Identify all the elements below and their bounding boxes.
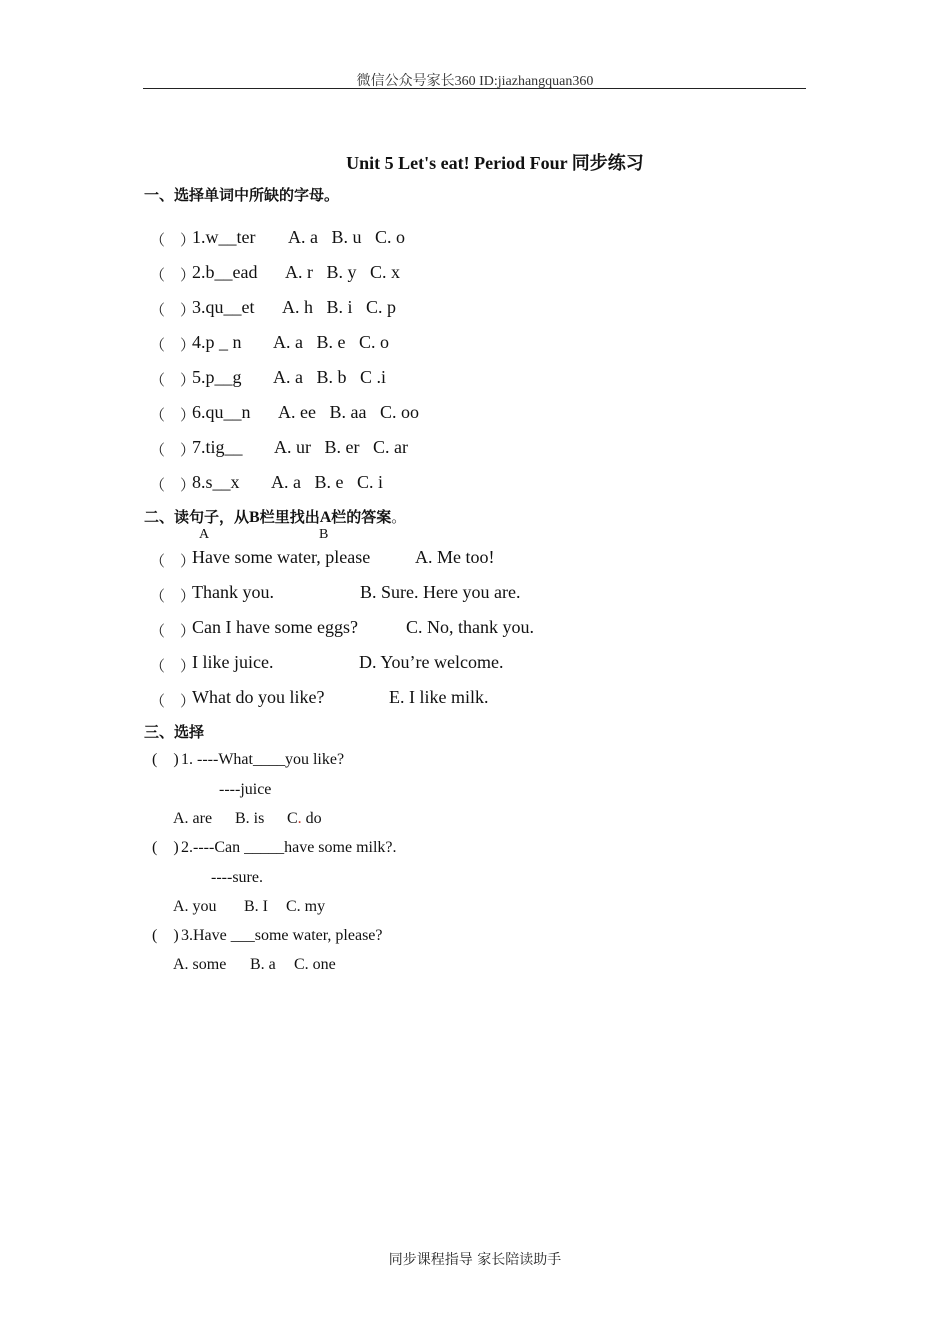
question-word: 5.p__g bbox=[192, 367, 242, 387]
choice-question: 2.----Can _____have some milk?. bbox=[181, 839, 397, 856]
question-word: 8.s__x bbox=[192, 472, 240, 492]
answer-blank[interactable]: （ ） bbox=[150, 587, 196, 605]
answer-blank[interactable]: ( ) bbox=[152, 751, 179, 768]
question-options: A. h B. i C. p bbox=[282, 297, 397, 317]
match-question: I like juice. bbox=[192, 652, 274, 672]
question-word: 3.qu__et bbox=[192, 297, 255, 317]
section-3-heading: 三、选择 bbox=[144, 723, 205, 741]
question-word: 4.p _ n bbox=[192, 332, 242, 352]
header-divider bbox=[143, 88, 806, 89]
option-b[interactable]: B. is bbox=[235, 810, 265, 827]
answer-blank[interactable]: （ ） bbox=[150, 371, 196, 389]
option-a[interactable]: A. are bbox=[173, 810, 213, 827]
question-options: A. ee B. aa C. oo bbox=[278, 402, 419, 422]
match-question: Have some water, please bbox=[192, 547, 371, 567]
question-options: A. a B. u C. o bbox=[288, 227, 405, 247]
answer-blank[interactable]: （ ） bbox=[150, 406, 196, 424]
answer-blank[interactable]: （ ） bbox=[150, 441, 196, 459]
option-a[interactable]: A. some bbox=[173, 956, 227, 973]
worksheet-title: Unit 5 Let's eat! Period Four 同步练习 bbox=[346, 153, 644, 173]
answer-blank[interactable]: （ ） bbox=[150, 336, 196, 354]
question-options: A. a B. e C. i bbox=[271, 472, 383, 492]
section-1-heading: 一、选择单词中所缺的字母。 bbox=[144, 186, 340, 204]
page-header: 微信公众号家长360 ID:jiazhangquan360 bbox=[356, 74, 594, 89]
question-word: 2.b__ead bbox=[192, 262, 258, 282]
option-b[interactable]: B. a bbox=[250, 956, 276, 973]
question-word: 7.tig__ bbox=[192, 437, 243, 457]
column-b-label: B bbox=[319, 527, 329, 542]
match-answer: C. No, thank you. bbox=[406, 617, 534, 637]
question-word: 6.qu__n bbox=[192, 402, 251, 422]
option-c[interactable]: C. do bbox=[287, 810, 322, 827]
page-footer: 同步课程指导 家长陪读助手 bbox=[388, 1252, 562, 1268]
answer-blank[interactable]: （ ） bbox=[150, 266, 196, 284]
choice-question: 3.Have ___some water, please? bbox=[181, 927, 383, 944]
question-options: A. a B. b C .i bbox=[273, 367, 387, 387]
answer-blank[interactable]: （ ） bbox=[150, 476, 196, 494]
answer-blank[interactable]: （ ） bbox=[150, 231, 196, 249]
match-answer: E. I like milk. bbox=[389, 687, 489, 707]
match-answer: A. Me too! bbox=[415, 547, 495, 567]
answer-blank[interactable]: （ ） bbox=[150, 657, 196, 675]
option-c[interactable]: C. my bbox=[286, 898, 326, 915]
option-a[interactable]: A. you bbox=[173, 898, 217, 915]
question-word: 1.w__ter bbox=[192, 227, 256, 247]
question-options: A. a B. e C. o bbox=[273, 332, 389, 352]
question-options: A. ur B. er C. ar bbox=[274, 437, 408, 457]
answer-blank[interactable]: （ ） bbox=[150, 622, 196, 640]
choice-question: 1. ----What____you like? bbox=[181, 751, 345, 768]
answer-blank[interactable]: （ ） bbox=[150, 692, 196, 710]
match-answer: D. You’re welcome. bbox=[359, 652, 504, 672]
answer-blank[interactable]: （ ） bbox=[150, 301, 196, 319]
match-question: Can I have some eggs? bbox=[192, 617, 358, 637]
column-a-label: A bbox=[199, 527, 210, 542]
match-question: What do you like? bbox=[192, 687, 325, 707]
match-question: Thank you. bbox=[192, 582, 274, 602]
option-c[interactable]: C. one bbox=[294, 956, 336, 973]
choice-reply: ----sure. bbox=[211, 869, 263, 886]
choice-reply: ----juice bbox=[219, 781, 272, 798]
question-options: A. r B. y C. x bbox=[285, 262, 401, 282]
section-2-heading: 二、读句子，从B栏里找出A栏的答案。 bbox=[144, 508, 407, 526]
match-answer: B. Sure. Here you are. bbox=[360, 582, 521, 602]
answer-blank[interactable]: ( ) bbox=[152, 839, 179, 856]
answer-blank[interactable]: （ ） bbox=[150, 552, 196, 570]
answer-blank[interactable]: ( ) bbox=[152, 927, 179, 944]
option-b[interactable]: B. I bbox=[244, 898, 268, 915]
